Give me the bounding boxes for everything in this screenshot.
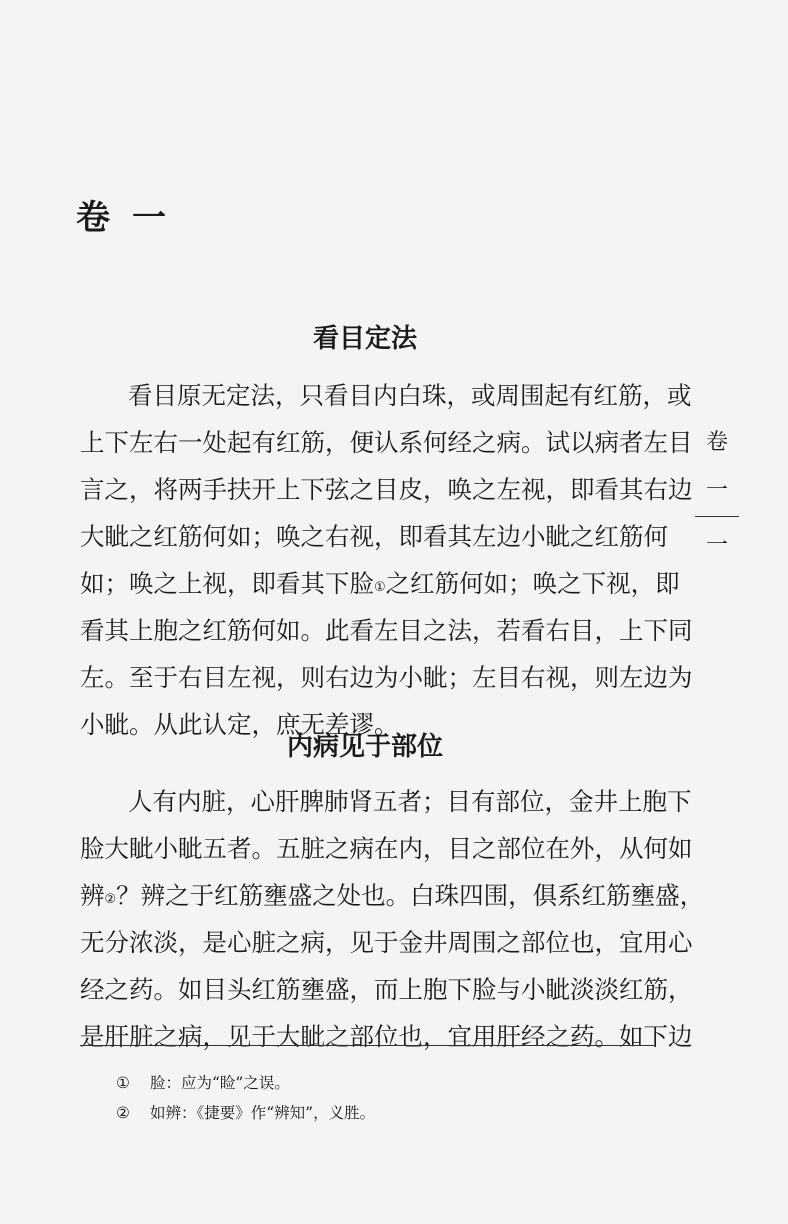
footnote-ref-1[interactable]: ① xyxy=(374,580,386,595)
page-number: 一 xyxy=(705,533,728,558)
sidebar-volume-char: 卷 xyxy=(705,430,728,455)
running-header-sidebar xyxy=(692,432,742,557)
text-line: 经之药。如目头红筋壅盛，而上胞下脸与小眦淡淡红筋， xyxy=(80,975,693,1004)
text-line: 脸大眦小眦五者。五脏之病在内，目之部位在外，从何如 xyxy=(80,834,693,863)
text-segment: 如；唤之上视，即看其下脸 xyxy=(80,569,374,598)
footnote-1 xyxy=(116,1068,375,1098)
footnote-2 xyxy=(116,1098,375,1128)
footnotes xyxy=(116,1068,375,1128)
text-line: 无分浓淡，是心脏之病，见于金井周围之部位也，宜用心 xyxy=(80,928,693,957)
text-line: 上下左右一处起有红筋，便认系何经之病。试以病者左目 xyxy=(80,428,693,457)
text-line xyxy=(80,872,705,919)
text-line: 人有内脏，心肝脾肺肾五者；目有部位，金井上胞下 xyxy=(128,787,692,816)
text-line: 是肝脏之病，见于大眦之部位也，宜用肝经之药。如下边 xyxy=(80,1022,693,1051)
footnote-divider xyxy=(80,1045,654,1046)
text-line: 左。至于右目左视，则右边为小眦；左目右视，则左边为 xyxy=(80,663,693,692)
text-segment: ？辨之于红筋壅盛之处也。白珠四围，俱系红筋壅盛， xyxy=(116,881,705,910)
text-line: 言之，将两手扶开上下弦之目皮，唤之左视，即看其右边 xyxy=(80,475,693,504)
paragraph-kanmu xyxy=(80,372,693,748)
text-segment: 辨 xyxy=(80,881,105,910)
text-line: 看其上胞之红筋何如。此看左目之法，若看右目，上下同 xyxy=(80,616,693,645)
text-line xyxy=(80,560,680,607)
text-line: 大眦之红筋何如；唤之右视，即看其左边小眦之红筋何 xyxy=(80,522,668,551)
footnote-mark: ① xyxy=(116,1074,130,1092)
volume-title: 卷一 xyxy=(76,198,188,238)
footnote-ref-2[interactable]: ② xyxy=(104,892,117,907)
section-heading-kanmu: 看目定法 xyxy=(312,324,417,354)
footnote-text: 如辨：《捷要》作“辨知”，义胜。 xyxy=(150,1104,376,1122)
text-line: 看目原无定法，只看目内白珠，或周围起有红筋，或 xyxy=(128,381,692,410)
sidebar-volume-number: 一 xyxy=(705,478,728,503)
sidebar-divider xyxy=(695,516,739,517)
text-line: 小眦。从此认定，庶无差谬。 xyxy=(80,710,399,739)
section-heading-neibing: 内病见于部位 xyxy=(286,732,443,762)
paragraph-neibing xyxy=(80,778,705,1060)
text-segment: 之红筋何如；唤之下视，即 xyxy=(385,569,680,598)
footnote-mark: ② xyxy=(116,1104,130,1122)
footnote-text: 脸：应为“睑”之误。 xyxy=(150,1074,290,1092)
